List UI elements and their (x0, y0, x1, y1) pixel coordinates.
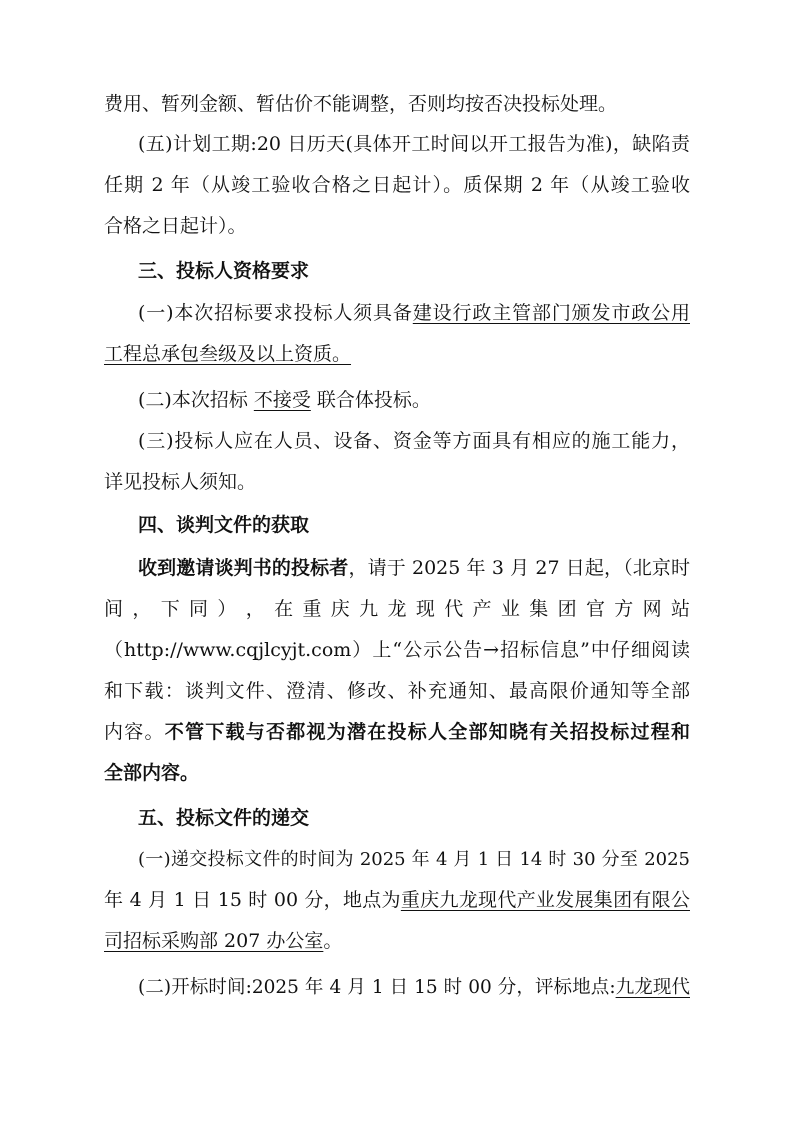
paragraph-line (104, 922, 690, 961)
text: (一)本次招标要求投标人须具备 (138, 302, 413, 324)
text: 。 (323, 930, 343, 952)
text: 年 4 月 1 日 15 时 00 分，地点为 (104, 889, 401, 911)
paragraph-line (104, 166, 690, 205)
paragraph-line (104, 463, 690, 502)
paragraph-line (138, 381, 690, 420)
paragraph-line (138, 840, 690, 879)
underlined-text: 司招标采购部 207 办公室 (104, 930, 324, 952)
text: 内容。 (104, 721, 165, 743)
text: (二)开标时间:2025 年 4 月 1 日 15 时 00 分，评标地点: (138, 977, 616, 998)
bold-text: 不管下载与否都视为潜在投标人全部知晓有关招投标过程和 (164, 721, 690, 743)
paragraph-line (138, 125, 690, 164)
text: (一)递交投标文件的时间为 2025 年 4 月 1 日 14 时 30 分至 2025 (138, 849, 690, 870)
underlined-text: 不接受 (253, 389, 311, 411)
text: 费用、暂列金额、暂估价不能调整，否则均按否决投标处理。 (104, 93, 618, 115)
paragraph-line (104, 672, 690, 711)
paragraph-line (104, 85, 690, 124)
paragraph-line (138, 294, 690, 333)
paragraph-line (104, 335, 690, 374)
paragraph-line (104, 754, 690, 793)
heading-text: 五、投标文件的递交 (138, 807, 310, 829)
text: (五)计划工期:20 日历天(具体开工时间以开工报告为准)，缺陷责 (138, 133, 690, 155)
text: 间 ， 下 同 ） ， 在 重 庆 九 龙 现 代 产 业 集 团 官 方 网 站 (104, 598, 690, 620)
text: (三)投标人应在人员、设备、资金等方面具有相应的施工能力， (138, 430, 690, 452)
text: (二)本次招标 (138, 389, 248, 411)
underlined-text: 重庆九龙现代产业发展集团有限公 (400, 889, 690, 911)
text: 详见投标人须知。 (104, 471, 257, 493)
text: ，请于 2025 年 3 月 27 日起，（北京时 (348, 557, 690, 579)
text: 任期 2 年（从竣工验收合格之日起计）。质保期 2 年（从竣工验收 (104, 174, 690, 196)
text: （http://www.cqjlcyjt.com）上“公示公告→招标信息”中仔细阅读 (104, 639, 690, 661)
section-heading (138, 506, 724, 545)
underlined-text: 建设行政主管部门颁发市政公用 (412, 302, 690, 324)
bold-text: 收到邀请谈判书的投标者 (138, 557, 349, 579)
text: 合格之日起计）。 (104, 215, 247, 237)
text: 和下载：谈判文件、澄清、修改、补充通知、最高限价通知等全部 (104, 680, 690, 702)
underlined-text: 工程总承包叁级及以上资质。 (104, 343, 352, 365)
paragraph-line (138, 422, 690, 461)
paragraph-line (104, 207, 690, 246)
text: 联合体投标。 (316, 389, 431, 411)
paragraph-line (104, 713, 690, 752)
underlined-text: 九龙现代 (615, 977, 690, 998)
paragraph-line (138, 549, 690, 588)
paragraph-line (104, 590, 690, 629)
paragraph-line (104, 881, 690, 920)
bold-text: 全部内容。 (104, 762, 200, 784)
heading-text: 四、谈判文件的获取 (138, 514, 310, 536)
paragraph-line (138, 968, 690, 1007)
heading-text: 三、投标人资格要求 (138, 260, 310, 282)
section-heading (138, 252, 724, 291)
section-heading (138, 799, 724, 838)
paragraph-line (104, 631, 690, 670)
